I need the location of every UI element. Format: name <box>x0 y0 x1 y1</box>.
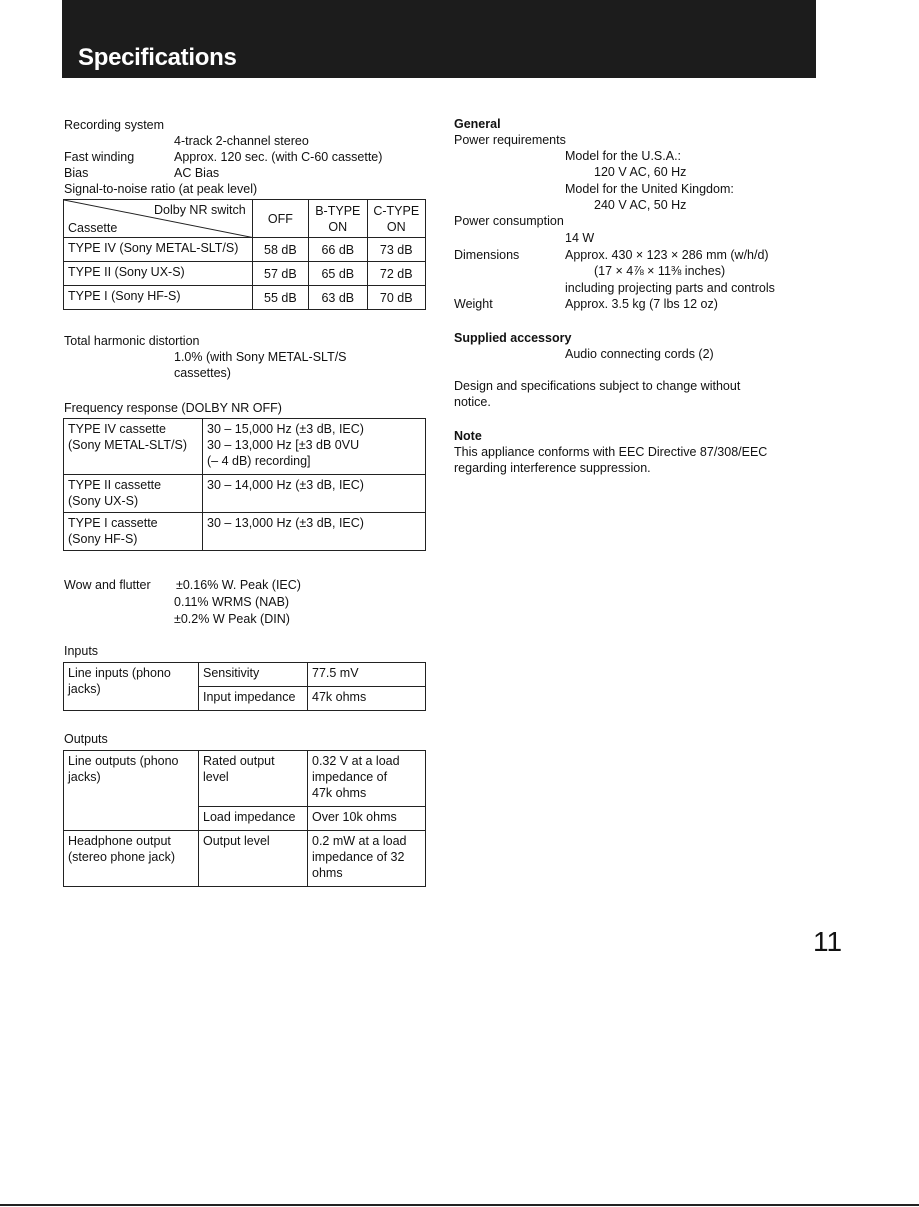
freq-range: 30 – 14,000 Hz (±3 dB, IEC) <box>203 475 426 513</box>
snr-cell: TYPE II (Sony UX-S) <box>64 262 253 286</box>
outputs-hp-name: Headphone output (stereo phone jack) <box>64 831 199 887</box>
freq-cassette: TYPE IV cassette (Sony METAL-SLT/S) <box>64 419 203 475</box>
outputs-value: Over 10k ohms <box>308 807 426 831</box>
freq-table <box>63 418 426 551</box>
uk-label: Model for the United Kingdom: <box>565 182 734 196</box>
snr-corner-cell <box>64 200 253 238</box>
accessory-value: Audio connecting cords (2) <box>565 347 714 361</box>
inputs-value: 77.5 mV <box>308 663 426 687</box>
usa-label: Model for the U.S.A.: <box>565 149 682 163</box>
snr-header-ctype: C-TYPE ON <box>367 200 425 238</box>
snr-cell: 65 dB <box>309 262 367 286</box>
table-row <box>64 831 426 887</box>
page-title: Specifications <box>78 44 237 71</box>
snr-cell: 70 dB <box>367 286 425 310</box>
snr-label: Signal-to-noise ratio (at peak level) <box>64 182 258 196</box>
power-cons-value: 14 W <box>565 231 595 245</box>
note-text: This appliance conforms with EEC Directive 87/308/EEC regarding interference suppression. <box>454 445 768 475</box>
table-row <box>64 475 426 513</box>
table-row <box>64 286 426 310</box>
header-banner <box>62 0 816 78</box>
weight-value: Approx. 3.5 kg (7 lbs 12 oz) <box>565 297 718 311</box>
table-row <box>64 513 426 551</box>
inputs-label: Inputs <box>64 644 99 658</box>
power-cons-label: Power consumption <box>454 214 564 228</box>
dimensions-value-2: (17 × 4⅞ × 11⅜ inches) <box>594 264 726 278</box>
freq-cassette: TYPE II cassette (Sony UX-S) <box>64 475 203 513</box>
dimensions-value-3: including projecting parts and controls <box>565 281 775 295</box>
outputs-value: 0.32 V at a load impedance of 47k ohms <box>308 751 426 807</box>
inputs-table <box>63 662 426 711</box>
freq-range: 30 – 13,000 Hz (±3 dB, IEC) <box>203 513 426 551</box>
freq-range: 30 – 15,000 Hz (±3 dB, IEC) 30 – 13,000 Hz [±3 dB 0VU (– 4 dB) recording] <box>203 419 426 475</box>
snr-cell: 72 dB <box>367 262 425 286</box>
fast-winding-label: Fast winding <box>64 150 135 164</box>
snr-cell: 57 dB <box>252 262 308 286</box>
inputs-param: Input impedance <box>199 687 308 711</box>
fast-winding-value: Approx. 120 sec. (with C-60 cassette) <box>174 150 383 164</box>
recording-system-label: Recording system <box>64 118 165 132</box>
dimensions-value-1: Approx. 430 × 123 × 286 mm (w/h/d) <box>565 248 769 262</box>
snr-cell: TYPE I (Sony HF-S) <box>64 286 253 310</box>
recording-system-value: 4-track 2-channel stereo <box>174 134 309 148</box>
table-row <box>64 751 426 807</box>
inputs-param: Sensitivity <box>199 663 308 687</box>
freq-cassette: TYPE I cassette (Sony HF-S) <box>64 513 203 551</box>
table-row <box>64 262 426 286</box>
general-heading: General <box>454 117 501 131</box>
bias-value: AC Bias <box>174 166 220 180</box>
outputs-param: Output level <box>199 831 308 887</box>
thd-value: 1.0% (with Sony METAL-SLT/S cassettes) <box>174 350 347 380</box>
snr-cell: TYPE IV (Sony METAL-SLT/S) <box>64 238 253 262</box>
usa-value: 120 V AC, 60 Hz <box>594 165 687 179</box>
power-req-label: Power requirements <box>454 133 566 147</box>
freq-label: Frequency response (DOLBY NR OFF) <box>64 401 282 415</box>
uk-value: 240 V AC, 50 Hz <box>594 198 687 212</box>
note-heading: Note <box>454 429 482 443</box>
outputs-label: Outputs <box>64 732 108 746</box>
outputs-table <box>63 750 426 887</box>
accessory-heading: Supplied accessory <box>454 331 572 345</box>
snr-cell: 63 dB <box>309 286 367 310</box>
wow-value-3: ±0.2% W Peak (DIN) <box>174 612 290 626</box>
snr-header-btype: B-TYPE ON <box>309 200 367 238</box>
dimensions-label: Dimensions <box>454 248 520 262</box>
table-row <box>64 238 426 262</box>
bias-label: Bias <box>64 166 89 180</box>
snr-cell: 58 dB <box>252 238 308 262</box>
wow-label: Wow and flutter <box>64 578 151 592</box>
table-row <box>64 419 426 475</box>
inputs-name: Line inputs (phono jacks) <box>64 663 199 711</box>
snr-cell: 55 dB <box>252 286 308 310</box>
inputs-value: 47k ohms <box>308 687 426 711</box>
design-note: Design and specifications subject to change without notice. <box>454 379 741 409</box>
snr-corner-bottom: Cassette <box>68 221 118 235</box>
outputs-line-name: Line outputs (phono jacks) <box>64 751 199 831</box>
snr-cell: 73 dB <box>367 238 425 262</box>
weight-label: Weight <box>454 297 493 311</box>
table-row <box>64 663 426 687</box>
bottom-rule <box>0 1204 919 1206</box>
thd-label: Total harmonic distortion <box>64 334 200 348</box>
outputs-param: Load impedance <box>199 807 308 831</box>
page-number: 11 <box>813 926 843 957</box>
wow-value-2: 0.11% WRMS (NAB) <box>174 595 290 609</box>
snr-table <box>63 199 426 310</box>
snr-corner-top: Dolby NR switch <box>154 203 246 217</box>
outputs-param: Rated output level <box>199 751 308 807</box>
outputs-value: 0.2 mW at a load impedance of 32 ohms <box>308 831 426 887</box>
wow-value-1: ±0.16% W. Peak (IEC) <box>176 578 301 592</box>
snr-cell: 66 dB <box>309 238 367 262</box>
snr-header-off: OFF <box>252 200 308 238</box>
